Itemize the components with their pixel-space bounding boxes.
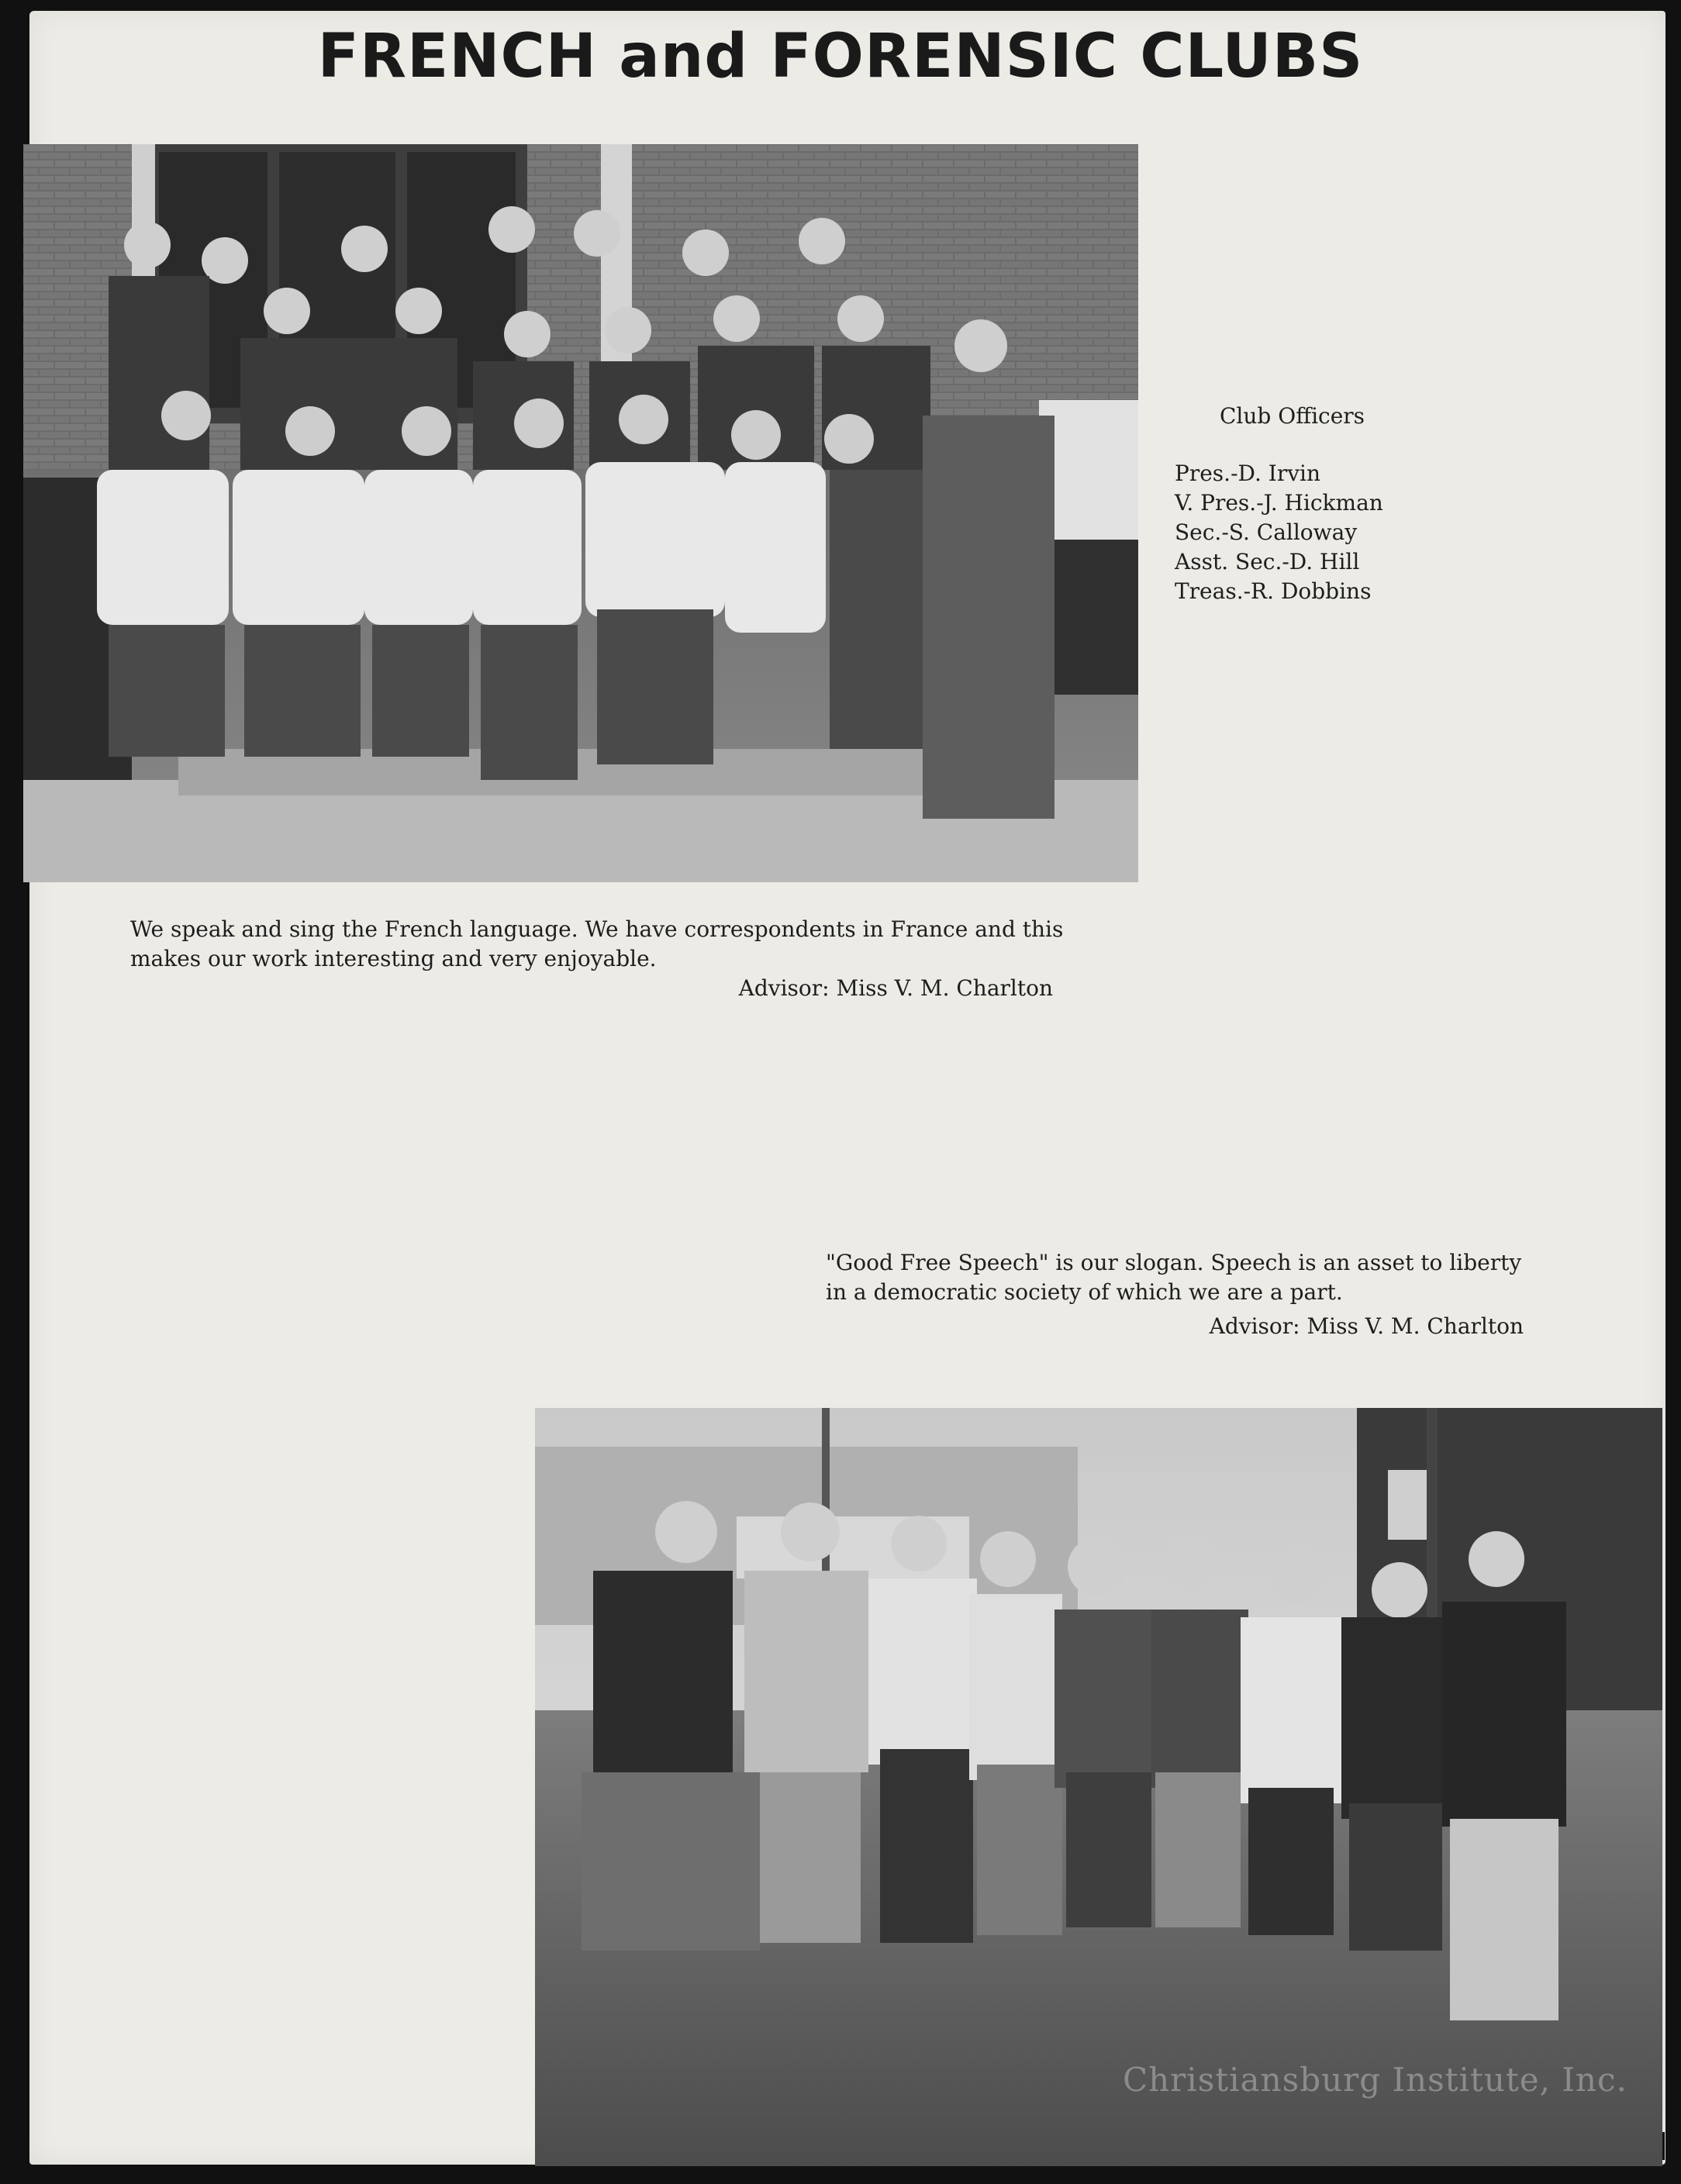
forensic-club-description: "Good Free Speech" is our slogan. Speech is an asset to liberty in a democratic society of which we are a part. [826,1250,1522,1305]
group-photo-icon [23,144,1138,882]
french-club-advisor: Advisor: Miss V. M. Charlton [738,975,1053,1001]
french-club-photo [23,144,1138,882]
page-edge-mark [1662,2132,1665,2160]
forensic-club-advisor: Advisor: Miss V. M. Charlton [1209,1313,1524,1339]
forensic-club-caption [826,1248,1547,1341]
french-club-description: We speak and sing the French language. We have correspondents in France and this makes our work interesting and very enjoyable. [130,916,1064,971]
watermark-text: Christiansburg Institute, Inc. [1123,2061,1627,2099]
officer-secretary: Sec.-S. Calloway [1175,519,1358,545]
page-title: FRENCH and FORENSIC CLUBS [317,22,1364,91]
group-photo-icon [535,1408,1662,2166]
officer-vice-president: V. Pres.-J. Hickman [1175,490,1383,516]
forensic-club-photo [535,1408,1662,2166]
club-officers-list [1175,402,1500,606]
officer-assistant-secretary: Asst. Sec.-D. Hill [1175,549,1360,574]
french-club-caption [130,915,1099,1003]
club-officers-heading: Club Officers [1220,403,1365,429]
officer-treasurer: Treas.-R. Dobbins [1175,578,1372,604]
officer-president: Pres.-D. Irvin [1175,461,1321,486]
